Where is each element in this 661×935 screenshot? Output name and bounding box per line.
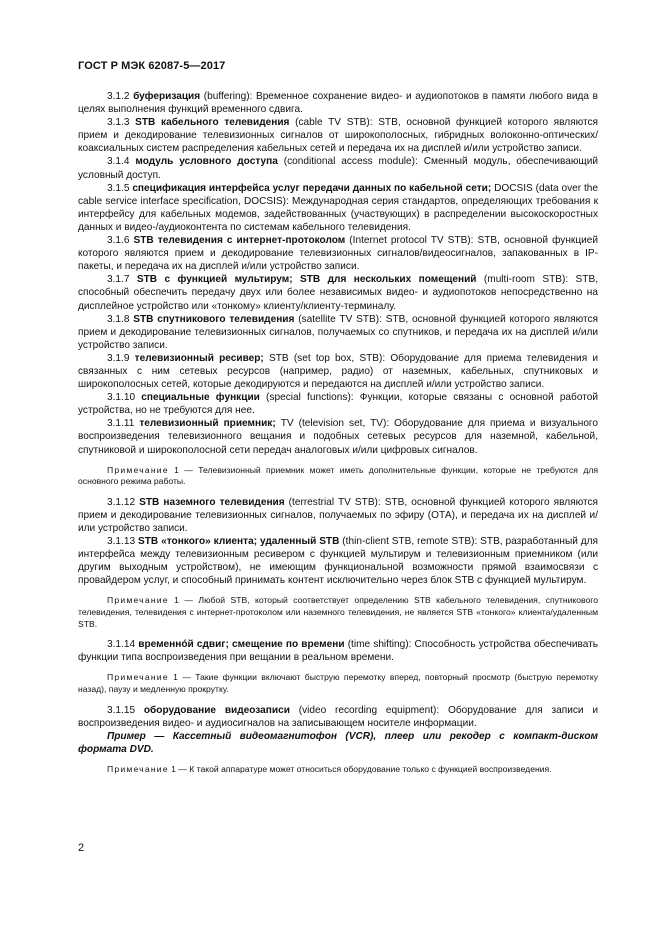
- note-label: Примечание: [107, 672, 169, 683]
- definition-text: (buffering): Временное сохранение видео- и аудиопотоков в памяти любого вида в целях выполнения функций временного сдвига.: [78, 91, 599, 116]
- definition-paragraph: [78, 155, 598, 181]
- example-paragraph: Пример — Кассетный видеомагнитофон (VCR), плеер или рекодер с компакт-диском формата DVD.: [78, 730, 598, 755]
- note-text: 1 — Любой STB, который соответствует определению STB кабельного телевидения, спутникового телевидения, телевидения с интернет-протоколом или наземного телевидения, не является STB «тонкого» клиента/удаленным STB.: [78, 595, 598, 629]
- definition-text: DOCSIS (data over the cable service interface specification, DOCSIS): Международная серия стандартов, определяющих требования к интерфейсу для кабельных модемов, задействованных (участвующих) в распределении высокоскоростных данных и видео-/аудиоконтента по системам кабельного телевидения.: [78, 182, 598, 233]
- clause-number: 3.1.13: [107, 536, 136, 548]
- clause-number: 3.1.4: [107, 156, 130, 168]
- definition-paragraph: [78, 391, 598, 417]
- note-text: 1 — Телевизионный приемник может иметь дополнительные функции, которые не требуются для основного режима работы.: [78, 464, 598, 487]
- definition-paragraph: [78, 313, 598, 352]
- defined-term: оборудование видеозаписи: [143, 704, 290, 716]
- defined-term: STB спутникового телевидения: [133, 313, 295, 325]
- note-paragraph: [78, 595, 598, 630]
- clause-number: 3.1.8: [107, 313, 130, 325]
- definition-text: (terrestrial TV STB): STB, основной функцией которого являются прием и декодирование телевизионных сигналов, получаемых по эфиру (ОТА), и передача их на дисплей и/или устройство записи.: [78, 496, 598, 534]
- clause-number: 3.1.15: [107, 704, 136, 716]
- clause-number: 3.1.14: [107, 639, 136, 651]
- definition-text: TV (television set, TV): Оборудование для приема и визуального воспроизведения телевизионного вещания и подобных сетевых ресурсов для наземной, кабельной, спутниковой и широкополосной сети передач аналоговых и/или цифровых сигналов.: [78, 418, 599, 456]
- definition-paragraph: [78, 417, 598, 456]
- defined-term: специальные функции: [141, 392, 260, 404]
- defined-term: STB телевидения с интернет-протоколом: [133, 235, 346, 247]
- page-number: 2: [78, 842, 85, 854]
- defined-term: STB кабельного телевидения: [135, 117, 290, 129]
- definition-paragraph: [78, 496, 598, 535]
- definition-paragraph: [78, 90, 598, 116]
- definition-text: (satellite TV STB): STB, основной функцией которого являются прием и декодирование телевизионных сигналов, получаемых со спутников, и передача их на дисплей и/или устройство записи.: [78, 313, 598, 351]
- defined-term: STB наземного телевидения: [139, 496, 285, 508]
- defined-term: спецификация интерфейса услуг передачи данных по кабельной сети;: [132, 182, 492, 194]
- clause-number: 3.1.9: [107, 352, 130, 364]
- definition-text: (special functions): Функции, которые связаны с основной работой устройства, но не требуются для нее.: [78, 392, 598, 417]
- clause-number: 3.1.3: [107, 117, 130, 129]
- note-label: Примечание: [107, 464, 169, 475]
- note-paragraph: [78, 672, 598, 695]
- defined-term: временнóй сдвиг; смещение по времени: [138, 639, 345, 651]
- clause-number: 3.1.6: [107, 235, 130, 247]
- definition-text: (video recording equipment): Оборудование для записи и воспроизведения видео- и аудиосигналов на записывающем носителе информации.: [78, 704, 598, 729]
- clause-number: 3.1.12: [107, 496, 136, 508]
- defined-term: STB с функцией мультирум; STB для нескольких помещений: [136, 274, 477, 286]
- definition-paragraph: [78, 273, 598, 312]
- defined-term: STB «тонкого» клиента; удаленный STB: [138, 536, 340, 548]
- definition-paragraph: [78, 535, 598, 587]
- defined-term: телевизионный приемник;: [139, 418, 276, 430]
- definition-text: (time shifting): Способность устройства обеспечивать функции типа воспроизведения при вещании в реальном времени.: [78, 639, 598, 664]
- note-paragraph: [78, 764, 598, 776]
- definition-text: (Internet protocol TV STB): STB, основной функцией которого являются прием и декодирование телевизионных сигналов/видеосигналов, запакованных в IP-пакеты, и передача их на дисплей и/или устройство записи.: [78, 235, 598, 273]
- definition-text: (conditional access module): Сменный модуль, обеспечивающий условный доступ.: [78, 156, 598, 181]
- definition-text: (thin-client STB, remote STB): STB, разработанный для интерфейса между телевизионным ресивером с функцией мультирум и телевизионным приемником (или другим выходным устройством), не имеющим функциональной возможности прямой взаимосвязи с провайдером услуг, и способный принимать контент исключительно через блок STB с функцией мультирум.: [78, 536, 598, 587]
- definition-paragraph: [78, 638, 598, 664]
- clause-number: 3.1.2: [107, 91, 130, 102]
- definition-paragraph: [78, 704, 598, 730]
- clause-number: 3.1.7: [107, 274, 130, 286]
- definition-paragraph: [78, 352, 598, 391]
- document-body: [78, 90, 598, 784]
- definition-text: (multi-room STB): STB, способный обеспечить передачу двух или более независимых видео- и аудиопотоков непосредственно на дисплейное устройство или «тонкому» клиенту/клиенту-терминалу.: [78, 274, 598, 312]
- note-text: 1 — К такой аппаратуре может относиться оборудование только с функцией воспроизведения.: [168, 764, 552, 774]
- definition-text: (cable TV STB): STB, основной функцией которого являются прием и декодирование телевизионных сигналов от широкополосных, гибридных волоконно-оптических/коаксиальных систем распределения кабельных сетей и передача их на дисплей и/или устройство записи.: [78, 117, 599, 155]
- defined-term: модуль условного доступа: [135, 156, 278, 168]
- clause-number: 3.1.10: [107, 392, 136, 404]
- definition-text: STB (set top box, STB): Оборудование для приема телевидения и связанных с ним сетевых ресурсов (например, радио) от наземных, кабельных, спутниковых и широкополосных сетей, которые декодируются и передаются на дисплей и/или устройство записи.: [78, 352, 598, 391]
- note-text: 1 — Такие функции включают быструю перемотку вперед, повторный просмотр (быструю перемотку назад), паузу и медленную прокрутку.: [78, 672, 598, 695]
- definition-paragraph: [78, 116, 598, 155]
- definition-paragraph: [78, 182, 598, 234]
- clause-number: 3.1.5: [107, 182, 130, 194]
- clause-number: 3.1.11: [107, 418, 135, 430]
- note-paragraph: [78, 465, 598, 488]
- note-label: Примечание: [107, 764, 169, 774]
- defined-term: буферизация: [133, 91, 201, 102]
- note-label: Примечание: [107, 595, 169, 606]
- definition-paragraph: [78, 234, 598, 273]
- defined-term: телевизионный ресивер;: [134, 352, 264, 364]
- document-header: ГОСТ Р МЭК 62087-5—2017: [78, 60, 226, 72]
